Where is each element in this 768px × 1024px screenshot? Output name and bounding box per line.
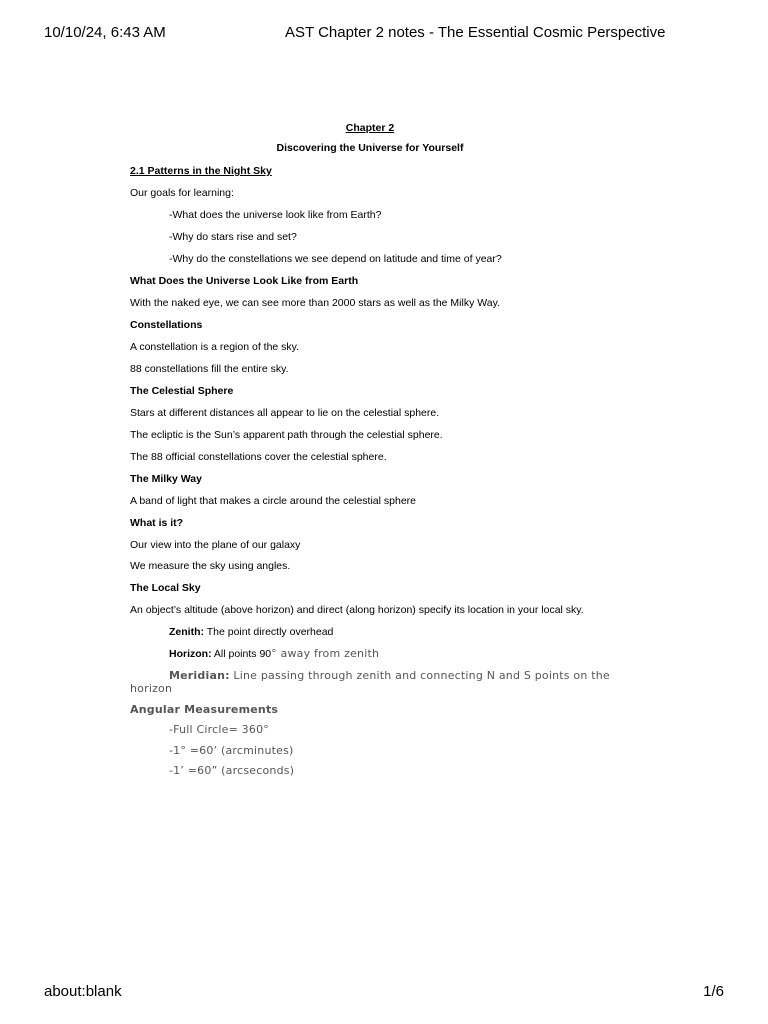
- meridian-text: Line passing through zenith and connecting N and S points on the: [229, 669, 610, 682]
- paragraph-constellation-2: 88 constellations fill the entire sky.: [130, 363, 289, 375]
- zenith-label: Zenith:: [169, 626, 204, 638]
- angular-item: -1’ =60” (arcseconds): [169, 764, 295, 777]
- heading-angular-measurements: Angular Measurements: [130, 703, 279, 716]
- paragraph-celestial-2: The ecliptic is the Sun’s apparent path through the celestial sphere.: [130, 429, 443, 441]
- zenith-definition: [130, 625, 650, 647]
- paragraph-milky-way: A band of light that makes a circle around the celestial sphere: [130, 495, 417, 507]
- angular-item: -Full Circle= 360°: [169, 723, 269, 736]
- paragraph-what-1: Our view into the plane of our galaxy: [130, 539, 301, 551]
- chapter-subtitle: Discovering the Universe for Yourself: [276, 142, 464, 154]
- goal-item: -Why do stars rise and set?: [169, 231, 297, 243]
- paragraph-celestial-3: The 88 official constellations cover the celestial sphere.: [130, 451, 387, 463]
- print-footer: [0, 983, 768, 1003]
- goals-intro: Our goals for learning:: [130, 187, 234, 199]
- heading-universe: What Does the Universe Look Like from Earth: [130, 275, 359, 287]
- print-page-number: 1/6: [703, 983, 724, 1000]
- chapter-heading: Chapter 2: [345, 122, 395, 134]
- print-url: about:blank: [44, 983, 122, 1000]
- paragraph-naked-eye: With the naked eye, we can see more than 2000 stars as well as the Milky Way.: [130, 297, 501, 309]
- horizon-label: Horizon:: [169, 648, 212, 660]
- horizon-text: All points 90: [211, 648, 272, 660]
- meridian-label: Meridian:: [169, 669, 230, 682]
- goal-item: -Why do the constellations we see depend on latitude and time of year?: [169, 253, 502, 265]
- heading-milky-way: The Milky Way: [130, 473, 202, 485]
- heading-local-sky: The Local Sky: [130, 582, 201, 594]
- heading-constellations: Constellations: [130, 319, 203, 331]
- meridian-text-wrap: horizon: [130, 682, 173, 695]
- meridian-definition: [130, 669, 650, 682]
- section-heading: 2.1 Patterns in the Night Sky: [130, 165, 272, 177]
- paragraph-constellation-1: A constellation is a region of the sky.: [130, 341, 300, 353]
- document-body: [130, 121, 650, 784]
- heading-what-is-it: What is it?: [130, 517, 184, 529]
- angular-item: -1° =60’ (arcminutes): [169, 744, 294, 757]
- heading-celestial-sphere: The Celestial Sphere: [130, 385, 234, 397]
- horizon-definition: [130, 647, 650, 668]
- paragraph-what-2: We measure the sky using angles.: [130, 560, 291, 572]
- horizon-text-continued: ° away from zenith: [271, 647, 380, 660]
- print-title: AST Chapter 2 notes - The Essential Cosmic Perspective: [285, 24, 666, 41]
- zenith-text: The point directly overhead: [204, 626, 334, 638]
- goal-item: -What does the universe look like from Earth?: [169, 209, 382, 221]
- print-date: 10/10/24, 6:43 AM: [44, 24, 166, 41]
- paragraph-local-sky: An object’s altitude (above horizon) and direct (along horizon) specify its location in your local sky.: [130, 604, 584, 616]
- print-header: [0, 24, 768, 44]
- paragraph-celestial-1: Stars at different distances all appear to lie on the celestial sphere.: [130, 407, 440, 419]
